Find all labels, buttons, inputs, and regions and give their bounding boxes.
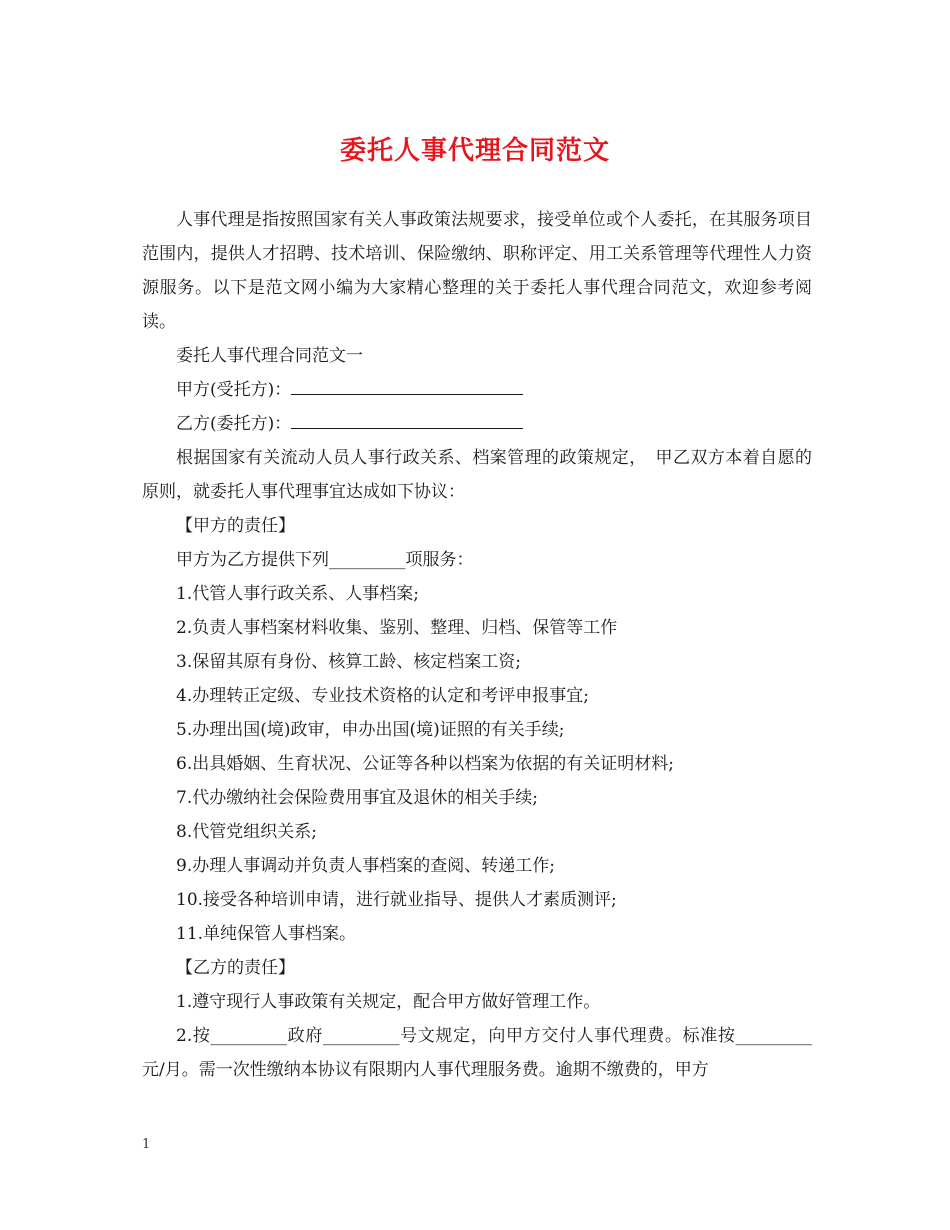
section-a-item: 5.办理出国(境)政审，申办出国(境)证照的有关手续; <box>176 720 565 740</box>
party-b-line <box>142 407 812 441</box>
party-a-label: 甲方(受托方)： <box>176 380 292 400</box>
section-b-item: 2.按_________政府_________号文规定，向甲方交付人事代理费。标准按_________元/月。需一次性缴纳本协议有限期内人事代理服务费。逾期不缴费的，甲方 <box>142 1026 812 1080</box>
intro-paragraph: 人事代理是指按照国家有关人事政策法规要求，接受单位或个人委托，在其服务项目范围内，提供人才招聘、技术培训、保险缴纳、职称评定、用工关系管理等代理性人力资源服务。以下是范文网小编为大家精心整理的关于委托人事代理合同范文，欢迎参考阅读。 <box>142 210 812 332</box>
section-a-item: 6.出具婚姻、生育状况、公证等各种以档案为依据的有关证明材料; <box>176 754 674 774</box>
contract-subtitle: 委托人事代理合同范文一 <box>176 346 363 366</box>
document-title: 委托人事代理合同范文 <box>339 136 610 166</box>
section-a-item: 3.保留其原有身份、核算工龄、核定档案工资; <box>176 652 521 672</box>
section-a-item: 2.负责人事档案材料收集、鉴别、整理、归档、保管等工作 <box>176 618 618 638</box>
party-b-label: 乙方(委托方)： <box>176 414 292 434</box>
section-a-item: 9.办理人事调动并负责人事档案的查阅、转递工作; <box>176 856 555 876</box>
party-a-blank <box>291 376 523 395</box>
section-a-heading: 【甲方的责任】 <box>176 516 295 536</box>
section-b-item: 1.遵守现行人事政策有关规定，配合甲方做好管理工作。 <box>176 992 601 1012</box>
party-a-line <box>142 373 812 407</box>
section-a-item: 11.单纯保管人事档案。 <box>176 924 357 944</box>
party-b-blank <box>291 410 523 429</box>
section-a-item: 1.代管人事行政关系、人事档案; <box>176 584 419 604</box>
section-a-item: 7.代办缴纳社会保险费用事宜及退休的相关手续; <box>176 788 538 808</box>
preamble-paragraph: 根据国家有关流动人员人事行政关系、档案管理的政策规定， 甲乙双方本着自愿的原则，就委托人事代理事宜达成如下协议： <box>142 448 812 502</box>
section-b-heading: 【乙方的责任】 <box>176 958 295 978</box>
section-a-item: 10.接受各种培训申请，进行就业指导、提供人才素质测评; <box>176 890 617 910</box>
section-a-item: 4.办理转正定级、专业技术资格的认定和考评申报事宜; <box>176 686 589 706</box>
section-a-intro: 甲方为乙方提供下列_________项服务： <box>176 550 474 570</box>
document-body <box>142 203 812 1087</box>
page-number: 1 <box>142 1137 151 1152</box>
section-a-item: 8.代管党组织关系; <box>176 822 317 842</box>
